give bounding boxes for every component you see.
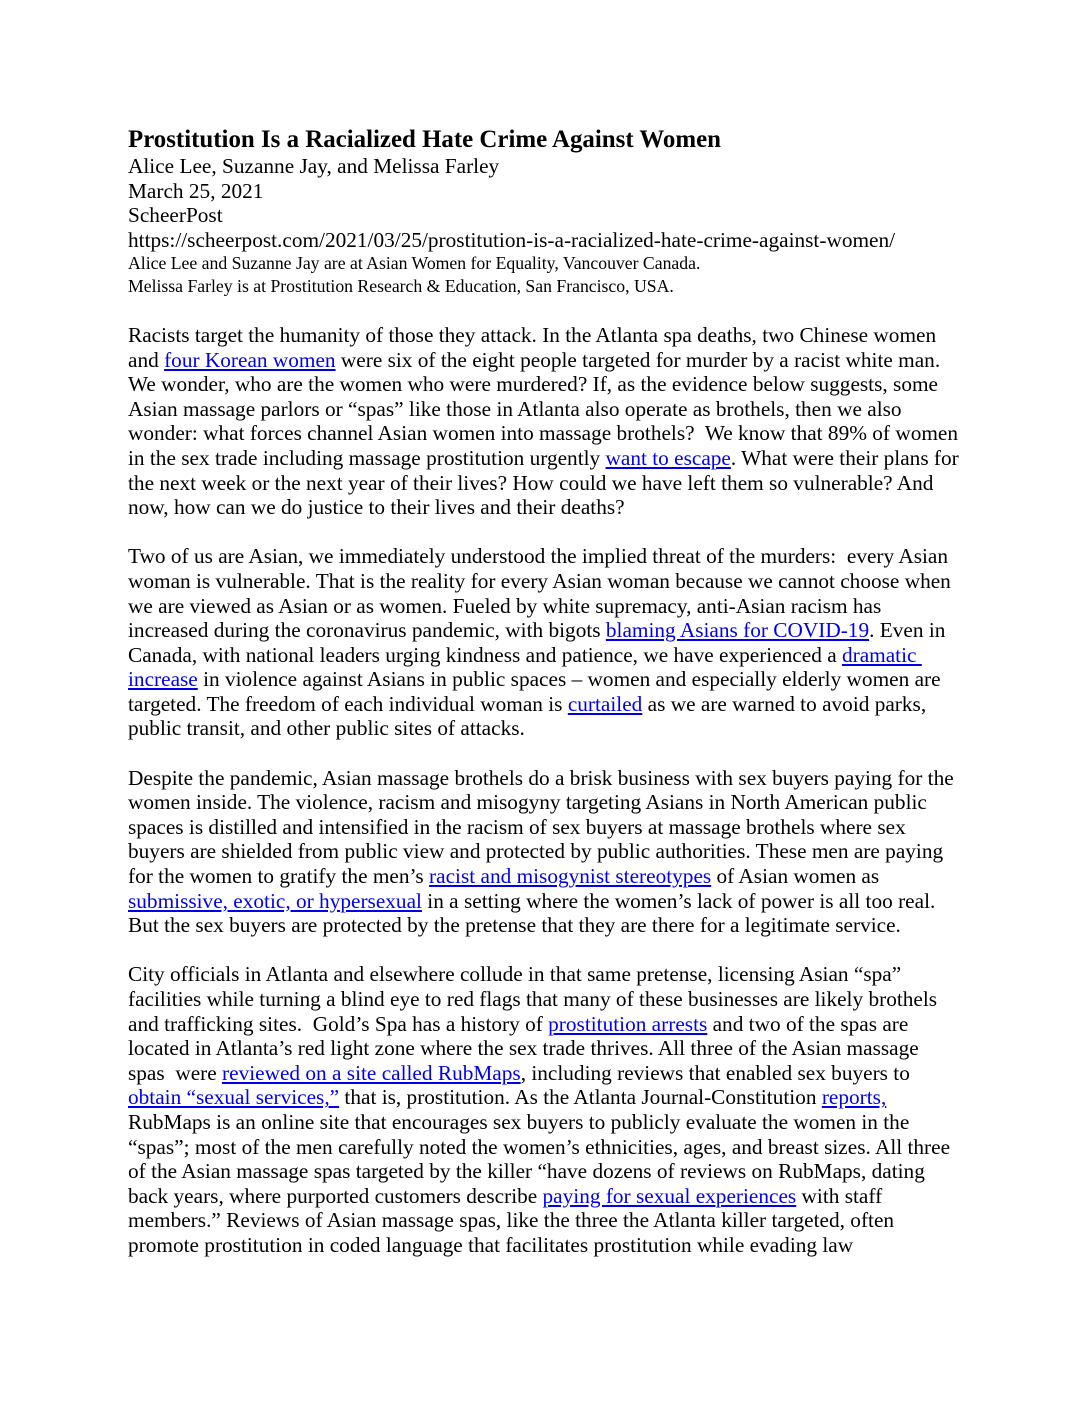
article-publication: ScheerPost [128,203,223,228]
inline-link[interactable]: four Korean women [164,347,336,372]
paragraph-text: that is, prostitution. As the Atlanta Journal-Constitution [339,1085,822,1110]
inline-link[interactable]: want to escape [605,445,731,470]
inline-link[interactable]: dramatic increase [128,642,922,692]
article-title: Prostitution Is a Racialized Hate Crime Against Women [128,126,721,153]
paragraph-text: . What were their plans for the next week or the next year of their lives? How could we have left them so vulnerable? And now, how can we do justice to their lives and their deaths? [128,445,965,520]
inline-link[interactable]: reports, [821,1085,887,1110]
author-affiliation-1: Alice Lee and Suzanne Jay are at Asian Women for Equality, Vancouver Canada. [128,253,701,274]
inline-link[interactable]: curtailed [567,691,643,716]
inline-link[interactable]: submissive, exotic, or hypersexual [128,888,422,913]
paragraph-1 [128,322,965,520]
paragraph-text: RubMaps is an online site that encourages sex buyers to publicly evaluate the women in the “spas”; most of the men carefully noted the women’s ethnicities, ages, and breast sizes. All three of the Asian massage spas targeted by the killer “have dozens of reviews on RubMaps, dating back years, where purported customers describe [128,1085,956,1208]
paragraph-text: in violence against Asians in public spaces – women and especially elderly women are targeted. The freedom of each individual woman is [128,667,946,716]
author-affiliation-2: Melissa Farley is at Prostitution Research & Education, San Francisco, USA. [128,276,674,297]
article-body [128,322,965,1258]
article-authors: Alice Lee, Suzanne Jay, and Melissa Farley [128,154,500,178]
paragraph-text: Despite the pandemic, Asian massage brothels do a brisk business with sex buyers paying for the women inside. The violence, racism and misogyny targeting Asians in North American public spaces is distilled and intensified in the racism of sex buyers at massage brothels where sex buyers are shielded from public view and protected by public authorities. These men are paying for the women to gratify the men’s [128,765,960,889]
article-date: March 25, 2021 [128,178,264,203]
paragraph-text: . Even in Canada, with national leaders urging kindness and patience, we have experienced a [128,618,951,667]
paragraph-text: in a setting where the women’s lack of power is all too real. But the sex buyers are protected by the pretense that they are there for a legitimate service. [128,888,941,938]
paragraph-2 [128,544,960,741]
paragraph-text: with staff members.” Reviews of Asian massage spas, like the three the Atlanta killer targeted, often promote prostitution in coded language that facilitates prostitution while evading law [128,1183,900,1257]
paragraph-text: Racists target the humanity of those they attack. In the Atlanta spa deaths, two Chinese women and [128,322,942,372]
paragraph-text: of Asian women as [711,864,885,889]
paragraph-text: and two of the spas are located in Atlanta’s red light zone where the sex trade thrives. All three of the Asian massage spas were [128,1011,925,1085]
inline-link[interactable]: paying for sexual experiences [542,1183,797,1208]
article-header [128,126,960,298]
paragraph-4 [128,962,960,1257]
article-url: https://scheerpost.com/2021/03/25/prostitution-is-a-racialized-hate-crime-against-women/ [128,227,896,252]
inline-link[interactable]: reviewed on a site called RubMaps [222,1060,521,1085]
paragraph-text: were six of the eight people targeted for murder by a racist white man. We wonder, who are the women who were murdered? If, as the evidence below suggests, some Asian massage parlors or “spas” like those in Atlanta also operate as brothels, then we also wonder: what forces channel Asian women into massage brothels? We know that 89% of women in the sex trade including massage prostitution urgently [128,347,964,470]
inline-link[interactable]: prostitution arrests [548,1011,708,1036]
inline-link[interactable]: obtain “sexual services,” [128,1085,340,1110]
inline-link[interactable]: blaming Asians for COVID-19 [605,618,870,643]
paragraph-3 [128,766,960,938]
paragraph-text: , including reviews that enabled sex buyers to [520,1060,916,1085]
paragraph-text: City officials in Atlanta and elsewhere collude in that same pretense, licensing Asian “spa” facilities while turning a blind eye to red flags that many of these businesses are likely brothels and trafficking sites. Gold’s Spa has a history of [128,962,943,1036]
paragraph-text: Two of us are Asian, we immediately understood the implied threat of the murders: every Asian woman is vulnerable. That is the reality for every Asian woman because we cannot choose when we are viewed as Asian or as women. Fueled by white supremacy, anti-Asian racism has increased during the coronavirus pandemic, with bigots [128,544,957,643]
inline-link[interactable]: racist and misogynist stereotypes [429,864,712,889]
paragraph-text: as we are warned to avoid parks, public transit, and other public sites of attacks. [128,691,932,741]
